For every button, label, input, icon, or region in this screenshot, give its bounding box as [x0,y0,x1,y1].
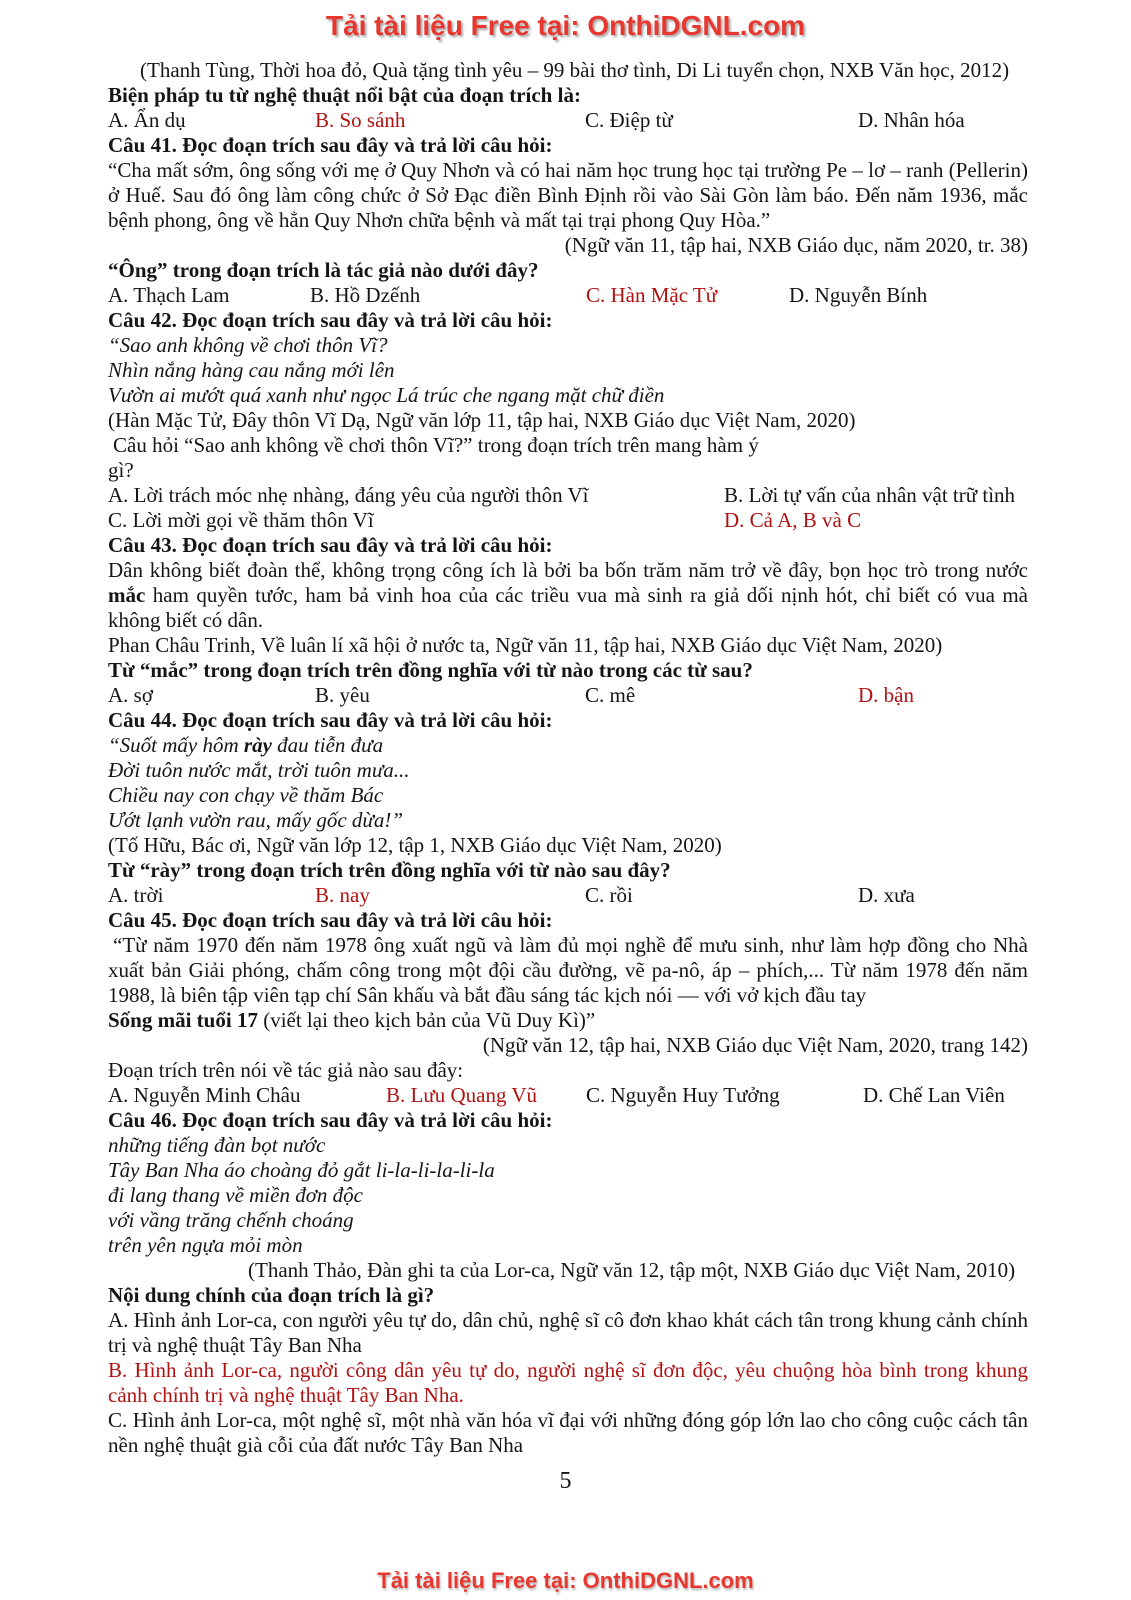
intro-options-row [108,108,1028,133]
q41-option-d: D. Nguyễn Bính [789,283,928,307]
q46-poem-line: trên yên ngựa mỏi mòn [108,1233,303,1257]
question-43-heading: Câu 43. Đọc đoạn trích sau đây và trả lời câu hỏi: [108,533,553,557]
q46-poem-line: với vầng trăng chếnh choáng [108,1208,354,1232]
promo-banner-bottom: Tải tài liệu Free tại: OnthiDGNL.com [377,1568,754,1593]
question-44-question: Từ “rày” trong đoạn trích trên đồng nghĩa với từ nào sau đây? [108,858,671,882]
q45-play-title: Sống mãi tuổi 17 [108,1008,258,1032]
q45-option-a: A. Nguyễn Minh Châu [108,1083,301,1107]
question-46-question: Nội dung chính của đoạn trích là gì? [108,1283,435,1307]
question-45-options-row [108,1083,1028,1108]
question-46-heading: Câu 46. Đọc đoạn trích sau đây và trả lời câu hỏi: [108,1108,553,1132]
q44-poem-post: đau tiễn đưa [271,733,384,757]
question-42-prompt-cont: gì? [108,458,134,482]
question-45-passage-tail [108,1008,1028,1033]
q44-poem-line: Chiều nay con chạy về thăm Bác [108,783,384,807]
q44-option-b: B. nay [315,883,370,907]
question-44-options-row [108,883,1028,908]
intro-source-citation: (Thanh Tùng, Thời hoa đỏ, Quà tặng tình yêu – 99 bài thơ tình, Di Li tuyển chọn, NXB Văn học, 2012) [140,58,1010,82]
q42-poem-line: Nhìn nắng hàng cau nắng mới lên [108,358,395,382]
question-43-options-row [108,683,1028,708]
q46-poem-line: Tây Ban Nha áo choàng đỏ gắt li-la-li-la-li-la [108,1158,495,1182]
question-42-source: (Hàn Mặc Tử, Đây thôn Vĩ Dạ, Ngữ văn lớp 11, tập hai, NXB Giáo dục Việt Nam, 2020) [108,408,856,432]
q46-poem-line: đi lang thang về miền đơn độc [108,1183,363,1207]
question-42-options-row-ab [108,483,1028,508]
q43-option-b: B. yêu [315,683,370,707]
question-41-question: “Ông” trong đoạn trích là tác giả nào dưới đây? [108,258,539,282]
question-45-passage: “Từ năm 1970 đến năm 1978 ông xuất ngũ và làm đủ mọi nghề để mưu sinh, như làm hợp đồng cho Nhà xuất bản Giải phóng, chấm công trong một đội cầu đường, vẽ pa-nô, áp – phích,... Từ năm 1978 đến năm 1988, là biên tập viên tạp chí Sân khấu và bắt đầu sáng tác kịch nói — với vở kịch đầu tay [108,933,1028,1007]
question-43-question: Từ “mắc” trong đoạn trích trên đồng nghĩa với từ nào trong các từ sau? [108,658,753,682]
question-42-options-row-cd [108,508,1028,533]
question-45-heading: Câu 45. Đọc đoạn trích sau đây và trả lời câu hỏi: [108,908,553,932]
q43-passage-keyword: mắc [108,583,146,607]
question-42-heading: Câu 42. Đọc đoạn trích sau đây và trả lời câu hỏi: [108,308,553,332]
question-43-source: Phan Châu Trinh, Về luân lí xã hội ở nước ta, Ngữ văn 11, tập hai, NXB Giáo dục Việt Nam, 2020) [108,633,943,657]
q43-option-a: A. sợ [108,683,153,707]
q46-option-a: A. Hình ảnh Lor-ca, con người yêu tự do, dân chủ, nghệ sĩ cô đơn khao khát cách tân trong khung cảnh chính trị và nghệ thuật Tây Ban Nha [108,1308,1028,1357]
q43-passage-pre: Dân không biết đoàn thể, không trọng công ích là bởi ba bốn trăm năm trở về đây, bọn học trò trong nước [108,558,1028,582]
question-42-prompt: Câu hỏi “Sao anh không về chơi thôn Vĩ?” trong đoạn trích trên mang hàm ý [113,433,759,457]
q43-passage-post: ham quyền tước, ham bả vinh hoa của các triều vua mà sinh ra giả dối nịnh hót, chỉ biết có vua mà không biết có dân. [108,583,1028,632]
intro-option-d: D. Nhân hóa [858,108,965,132]
q44-option-c: C. rồi [585,883,633,907]
q44-poem-pre: “Suốt mấy hôm [108,733,244,757]
question-46-source: (Thanh Thảo, Đàn ghi ta của Lor-ca, Ngữ văn 12, tập một, NXB Giáo dục Việt Nam, 2010) [248,1258,1016,1282]
q45-option-b: B. Lưu Quang Vũ [386,1083,537,1107]
question-41-passage: “Cha mất sớm, ông sống với mẹ ở Quy Nhơn và có hai năm học trung học tại trường Pe – lơ – ranh (Pellerin) ở Huế. Sau đó ông làm công chức ở Sở Đạc điền Bình Định rồi vào Sài Gòn làm báo. Đến năm 1936, mắc bệnh phong, ông về hẳn Quy Nhơn chữa bệnh và mất tại trại phong Quy Hòa.” [108,158,1028,232]
q46-poem-line: những tiếng đàn bọt nước [108,1133,326,1157]
q42-poem-line: Vườn ai mướt quá xanh như ngọc Lá trúc che ngang mặt chữ điền [108,383,665,407]
intro-option-b: B. So sánh [315,108,406,132]
q43-option-c: C. mê [585,683,636,707]
page-content [108,58,1028,1458]
q44-option-a: A. trời [108,883,164,907]
intro-option-a: A. Ẩn dụ [108,108,186,132]
q44-option-d: D. xưa [858,883,915,907]
question-41-heading: Câu 41. Đọc đoạn trích sau đây và trả lời câu hỏi: [108,133,553,157]
q45-option-d: D. Chế Lan Viên [863,1083,1005,1107]
question-44-source: (Tố Hữu, Bác ơi, Ngữ văn lớp 12, tập 1, NXB Giáo dục Việt Nam, 2020) [108,833,722,857]
question-44-heading: Câu 44. Đọc đoạn trích sau đây và trả lời câu hỏi: [108,708,553,732]
q42-option-a: A. Lời trách móc nhẹ nhàng, đáng yêu của người thôn Vĩ [108,483,589,507]
q46-option-b: B. Hình ảnh Lor-ca, người công dân yêu tự do, người nghệ sĩ đơn độc, yêu chuộng hòa bình trong khung cảnh chính trị và nghệ thuật Tây Ban Nha. [108,1358,1028,1407]
question-41-source: (Ngữ văn 11, tập hai, NXB Giáo dục, năm 2020, tr. 38) [564,233,1028,257]
intro-question: Biện pháp tu từ nghệ thuật nổi bật của đoạn trích là: [108,83,581,107]
promo-banner-top: Tải tài liệu Free tại: OnthiDGNL.com [325,10,806,41]
q46-option-c: C. Hình ảnh Lor-ca, một nghệ sĩ, một nhà văn hóa vĩ đại với những đóng góp lớn lao cho công cuộc cách tân nền nghệ thuật già cỗi của đất nước Tây Ban Nha [108,1408,1028,1457]
q41-option-c: C. Hàn Mặc Tử [586,283,718,307]
q45-tail-post: (viết lại theo kịch bản của Vũ Duy Kì)” [257,1008,596,1032]
q42-option-d: D. Cả A, B và C [724,508,862,532]
question-41-options-row [108,283,1028,308]
q42-poem-line: “Sao anh không về chơi thôn Vĩ? [108,333,388,357]
q44-poem-line [108,733,1028,758]
question-45-source: (Ngữ văn 12, tập hai, NXB Giáo dục Việt Nam, 2020, trang 142) [482,1033,1028,1057]
question-45-prompt: Đoạn trích trên nói về tác giả nào sau đây: [108,1058,464,1082]
q44-poem-line: Ướt lạnh vườn rau, mấy gốc dừa!” [108,808,404,832]
q42-option-c: C. Lời mời gọi về thăm thôn Vĩ [108,508,374,532]
q41-option-a: A. Thạch Lam [108,283,230,307]
q43-option-d: D. bận [858,683,914,707]
intro-option-c: C. Điệp từ [585,108,673,132]
question-43-passage [108,558,1028,633]
q45-option-c: C. Nguyễn Huy Tưởng [586,1083,780,1107]
page-number: 5 [559,1468,572,1494]
q44-poem-line: Đời tuôn nước mắt, trời tuôn mưa... [108,758,410,782]
q41-option-b: B. Hồ Dzếnh [310,283,421,307]
q44-poem-keyword: rày [243,733,272,757]
q42-option-b: B. Lời tự vấn của nhân vật trữ tình [724,483,1016,507]
